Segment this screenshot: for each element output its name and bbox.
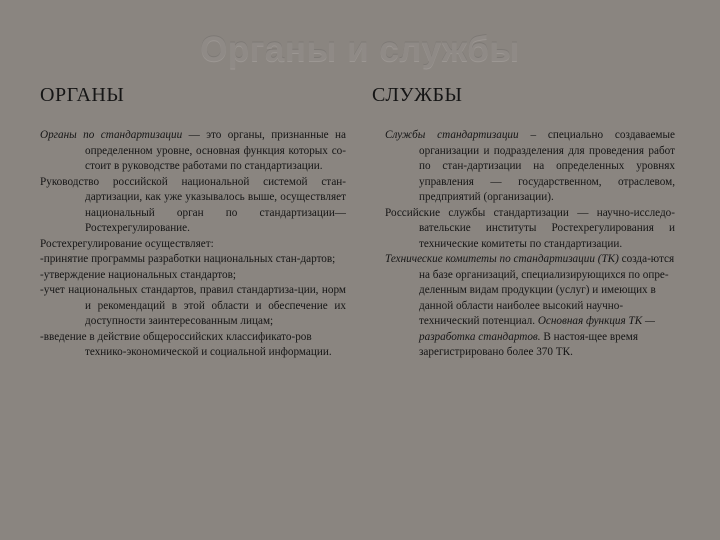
paragraph (40, 128, 346, 175)
paragraph-text: созда-ются на базе организаций, специализирующихся по опре-деленным видам продукции (услуг) и имеющих в данной области наиболее высокий научно-технический потенциал. (419, 253, 675, 327)
list-item (40, 330, 346, 361)
paragraph-text: Российские службы стандартизации — научно-исследо-вательские институты Ростехрегулирования и технические комитеты по стандартизации. (385, 206, 675, 250)
paragraph-text: — это органы, признанные на определенном уровне, основная функция которых со-стоит в руководстве работами по стандартизации. (85, 129, 346, 172)
list-item (40, 268, 346, 284)
paragraph-text: -учет национальных стандартов, правил стандартиза-ции, норм и рекомендаций в этой области и обеспечение их доступности заинтересованным лицам; (40, 284, 346, 327)
paragraph (385, 128, 675, 206)
paragraph-text: Ростехрегулирование осуществляет: (40, 237, 214, 250)
paragraph-text: В настоя-щее время зарегистрировано более 370 ТК. (419, 330, 638, 358)
emphasis-term: Органы по стандартизации (40, 129, 183, 141)
paragraph-text: – специально создаваемые организации и подразделения для проведения работ по стан-дартизации на определенных уровнях управления — государственном, отраслевом, предприятий (организации). (419, 129, 675, 203)
list-item (40, 283, 346, 330)
right-column-text (385, 128, 675, 361)
paragraph-text: Руководство российской национальной системой стан-дартизации, как уже указывалось выше, осуществляет национальный орган по стандартизации— Ростехрегулирование. (40, 175, 346, 234)
emphasis-term: Технические комитеты по стандартизации (ТК) (385, 253, 619, 265)
emphasis-statement: Основная функция ТК — разработка стандартов. (419, 315, 655, 343)
paragraph-text: -введение в действие общероссийских классификато-ров технико-экономической и социальной информации. (40, 330, 332, 358)
list-item (40, 252, 346, 268)
left-column-text (40, 128, 346, 361)
slide-title: Органы и службы (200, 30, 520, 69)
paragraph (40, 237, 346, 253)
paragraph-text: -принятие программы разработки национальных стан-дартов; (40, 253, 336, 265)
right-column-heading: СЛУЖБЫ (372, 84, 463, 106)
paragraph-text: -утверждение национальных стандартов; (40, 268, 237, 281)
paragraph (385, 206, 675, 253)
emphasis-term: Службы стандартизации (385, 129, 519, 141)
paragraph (385, 252, 675, 361)
left-column-heading: ОРГАНЫ (40, 84, 125, 106)
paragraph (40, 175, 346, 237)
